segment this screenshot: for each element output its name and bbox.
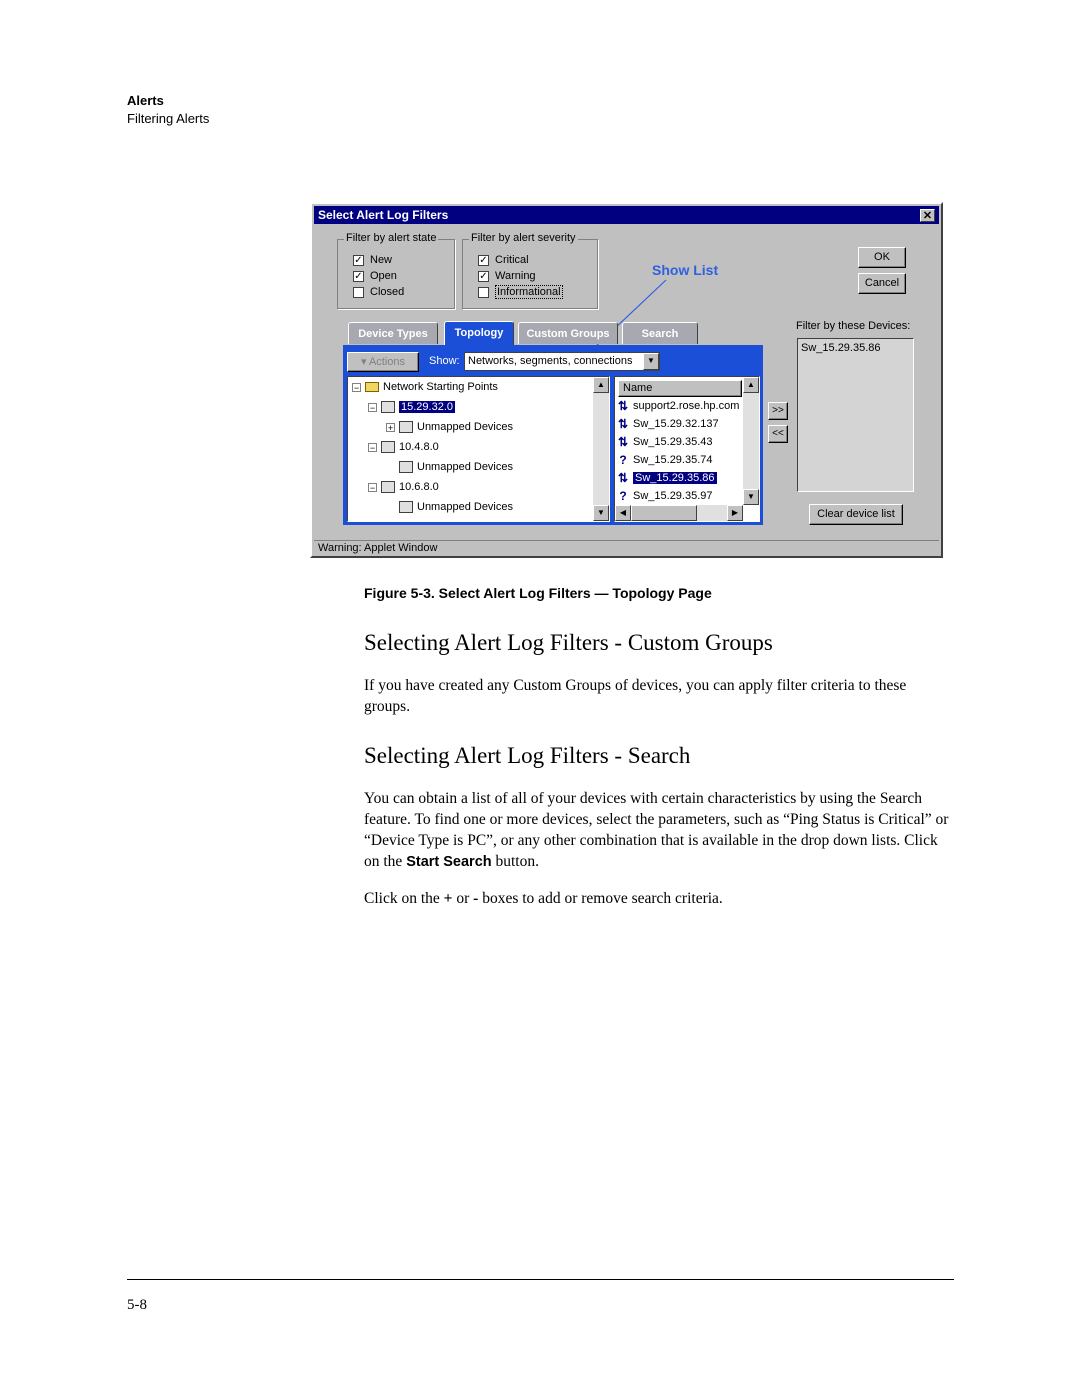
unmapped-devices-icon	[399, 421, 413, 433]
actions-label: Actions	[368, 356, 406, 368]
checkbox-label: New	[370, 254, 393, 266]
tree-label: Unmapped Devices	[417, 501, 513, 513]
list-item[interactable]	[617, 487, 739, 505]
dialog-title: Select Alert Log Filters	[318, 208, 449, 222]
scroll-down-icon[interactable]: ▼	[743, 489, 759, 505]
section-title-custom-groups: Selecting Alert Log Filters - Custom Groups	[364, 630, 773, 655]
tree-label: Unmapped Devices	[417, 421, 513, 433]
actions-button[interactable]	[347, 352, 419, 372]
tree-item-network[interactable]	[352, 477, 513, 497]
expand-icon[interactable]: +	[387, 422, 394, 433]
unmapped-devices-icon	[399, 501, 413, 513]
unknown-device-icon: ?	[619, 489, 627, 504]
tree-item-root[interactable]	[352, 377, 513, 397]
scroll-down-icon[interactable]: ▼	[593, 505, 609, 521]
dropdown-arrow-icon: ▾	[360, 356, 369, 368]
tree-item-network[interactable]	[352, 437, 513, 457]
tree-item-network[interactable]	[352, 397, 513, 417]
criteria-paragraph	[364, 888, 954, 909]
tree-label: 10.6.8.0	[399, 481, 439, 493]
check-icon[interactable]	[478, 287, 489, 298]
checkbox-closed[interactable]	[353, 284, 404, 300]
scroll-thumb[interactable]	[631, 505, 697, 521]
show-label: Show:	[429, 355, 460, 367]
start-search-term: Start Search	[406, 854, 492, 870]
add-device-button[interactable]: >>	[768, 402, 788, 420]
select-alert-log-filters-dialog	[310, 202, 943, 558]
tree-scrollbar[interactable]	[593, 377, 609, 521]
collapse-icon[interactable]: −	[369, 482, 376, 493]
switch-icon: ⇅	[617, 435, 629, 450]
network-icon	[381, 441, 395, 453]
tree-label: Unmapped Devices	[417, 461, 513, 473]
alert-severity-group	[462, 232, 598, 309]
list-vscrollbar[interactable]	[743, 377, 759, 505]
remove-device-button[interactable]: <<	[768, 425, 788, 443]
ok-button[interactable]: OK	[858, 247, 906, 268]
list-item-label: Sw_15.29.32.137	[633, 418, 719, 430]
list-item[interactable]	[617, 469, 739, 487]
check-icon[interactable]	[353, 287, 364, 298]
custom-groups-paragraph: If you have created any Custom Groups of devices, you can apply filter criteria to these groups.	[364, 677, 907, 715]
checkbox-label: Open	[370, 270, 397, 282]
search-text: You can obtain a list of all of your devices with certain characteristics by using the Search feature. To find one or more devices, select the parameters, such as “Ping Status is Critical” or “Device Type is PC”, or any other combination that is available in the drop down lists. Click on the	[364, 790, 949, 870]
close-icon[interactable]: ✕	[920, 209, 935, 222]
check-icon[interactable]: ✓	[354, 270, 363, 282]
list-item-label: Sw_15.29.35.43	[633, 436, 713, 448]
check-icon[interactable]: ✓	[354, 254, 363, 266]
collapse-icon[interactable]: −	[369, 442, 376, 453]
checkbox-warning[interactable]	[478, 268, 563, 284]
status-bar: Warning: Applet Window	[314, 540, 939, 555]
show-select[interactable]	[464, 352, 660, 371]
section-header: Alerts	[127, 93, 164, 108]
filter-devices-list	[797, 338, 914, 492]
list-item-label: Sw_15.29.35.97	[633, 490, 713, 502]
section-title-search: Selecting Alert Log Filters - Search	[364, 743, 691, 768]
unknown-device-icon: ?	[619, 453, 627, 468]
alert-severity-title: Filter by alert severity	[471, 232, 576, 244]
device-list	[614, 376, 760, 522]
folder-icon	[365, 382, 379, 392]
collapse-icon[interactable]: −	[369, 402, 376, 413]
scroll-left-icon[interactable]: ◀	[615, 505, 631, 521]
clear-device-list-button[interactable]: Clear device list	[809, 504, 903, 525]
checkbox-label: Informational	[497, 286, 561, 298]
tree-item-unmapped[interactable]	[352, 457, 513, 477]
checkbox-new[interactable]	[353, 252, 404, 268]
switch-icon: ⇅	[617, 417, 629, 432]
list-item-label: Sw_15.29.35.74	[633, 454, 713, 466]
checkbox-open[interactable]	[353, 268, 404, 284]
plus-term: +	[443, 890, 453, 907]
tree-label: Network Starting Points	[383, 381, 498, 393]
topology-tree	[347, 376, 610, 522]
dialog-titlebar	[314, 206, 939, 224]
topology-panel	[343, 345, 763, 525]
list-item-label: Sw_15.29.35.86	[635, 472, 715, 484]
list-item[interactable]	[617, 397, 739, 415]
list-item-label: support2.rose.hp.com	[633, 400, 740, 412]
chevron-down-icon[interactable]: ▼	[643, 353, 659, 370]
network-icon	[381, 481, 395, 493]
checkbox-label: Warning	[495, 270, 536, 282]
tab-search[interactable]: Search	[622, 322, 698, 344]
page-number: 5-8	[127, 1297, 147, 1313]
minus-term: -	[473, 890, 479, 907]
list-hscrollbar[interactable]	[615, 505, 743, 521]
collapse-icon[interactable]: −	[353, 382, 360, 393]
check-icon[interactable]: ✓	[479, 254, 488, 266]
checkbox-label: Closed	[370, 286, 405, 298]
tree-label: 10.4.8.0	[399, 441, 439, 453]
switch-icon: ⇅	[617, 471, 629, 486]
footer-divider	[127, 1279, 954, 1280]
filter-devices-title: Filter by these Devices:	[796, 320, 911, 332]
criteria-text-end: boxes to add or remove search criteria.	[478, 890, 723, 907]
filter-device-item[interactable]: Sw_15.29.35.86	[801, 342, 881, 354]
cancel-button[interactable]: Cancel	[858, 273, 906, 294]
figure-caption: Figure 5-3. Select Alert Log Filters — Topology Page	[364, 585, 712, 601]
tab-device-types[interactable]: Device Types	[348, 322, 438, 344]
tree-item-unmapped[interactable]	[352, 417, 513, 437]
subsection-header: Filtering Alerts	[127, 111, 210, 126]
criteria-text-mid: or	[452, 890, 474, 907]
checkbox-label: Critical	[495, 254, 529, 266]
tree-label: 15.29.32.0	[401, 401, 453, 413]
scroll-right-icon[interactable]: ▶	[727, 505, 743, 521]
checkbox-critical[interactable]	[478, 252, 563, 268]
search-text-end: button.	[491, 853, 539, 870]
criteria-text: Click on the	[364, 890, 444, 907]
tree-item-unmapped[interactable]	[352, 497, 513, 517]
name-column-header[interactable]: Name	[618, 380, 742, 397]
show-select-value: Networks, segments, connections	[468, 355, 633, 367]
list-item[interactable]	[617, 415, 739, 433]
show-list-annotation: Show List	[652, 262, 719, 278]
network-icon	[381, 401, 395, 413]
checkbox-informational[interactable]	[478, 284, 563, 300]
tab-custom-groups[interactable]: Custom Groups	[518, 322, 618, 344]
unmapped-devices-icon	[399, 461, 413, 473]
search-paragraph	[364, 788, 954, 873]
list-item[interactable]	[617, 433, 739, 451]
device-icon: ⇅	[617, 399, 629, 414]
check-icon[interactable]: ✓	[479, 270, 488, 282]
alert-state-group	[337, 232, 455, 309]
alert-state-title: Filter by alert state	[346, 232, 437, 244]
list-item[interactable]	[617, 451, 739, 469]
tab-topology[interactable]: Topology	[444, 321, 514, 345]
scroll-up-icon[interactable]: ▲	[593, 377, 609, 393]
scroll-up-icon[interactable]: ▲	[743, 377, 759, 393]
